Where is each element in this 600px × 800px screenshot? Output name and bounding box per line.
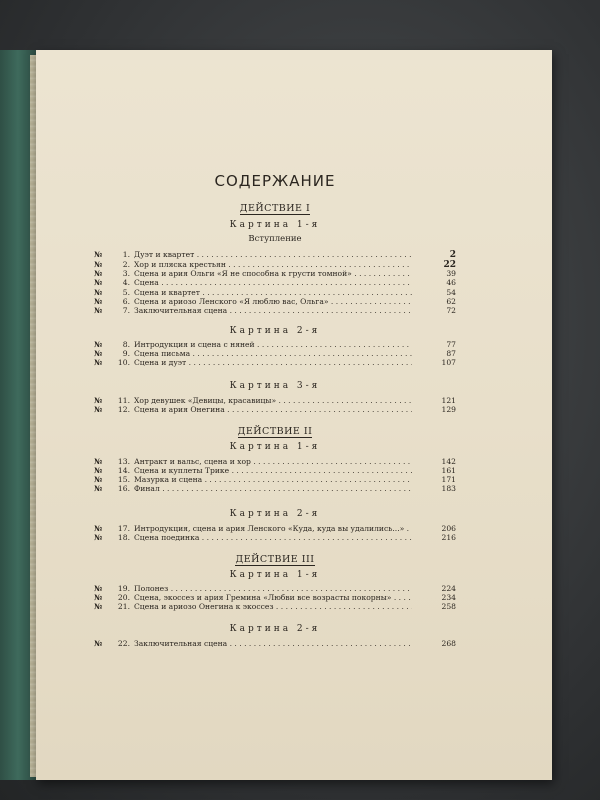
entry-title: Интродукция и сцена с няней . . . (134, 340, 412, 349)
entry-page: 87 (446, 349, 456, 358)
entry-number-sign: № (94, 533, 103, 542)
entry-number-sign: № (94, 269, 103, 278)
entry-number: 22. (117, 639, 130, 648)
entry-title: Сцена и ария Онегина . . . (134, 405, 412, 414)
entry-number-sign: № (94, 250, 103, 259)
entry-number: 14. (117, 466, 130, 475)
entry-number-sign: № (94, 484, 103, 493)
entry-page: 46 (446, 278, 456, 287)
toc-entry (94, 533, 456, 544)
entry-title: Дуэт и квартет . . . (134, 250, 412, 259)
entry-title: Хор и пляска крестьян . . . (134, 260, 412, 269)
toc-entry (94, 306, 456, 317)
entry-title: Хор девушек «Девицы, красавицы» . . . (134, 396, 412, 405)
entry-number: 9. (122, 349, 130, 358)
entry-title: Сцена и дуэт . . . (134, 358, 412, 367)
entry-page: 258 (441, 602, 456, 611)
entry-page: 268 (441, 639, 456, 648)
entry-title: Сцена и ариозо Онегина к экоссез . . . (134, 602, 412, 611)
entry-page: 206 (441, 524, 456, 533)
entry-page: 54 (446, 288, 456, 297)
entry-number: 20. (117, 593, 130, 602)
entry-title: Заключительная сцена . . . (134, 306, 412, 315)
entry-number-sign: № (94, 593, 103, 602)
entry-title: Антракт и вальс, сцена и хор . . . (134, 457, 412, 466)
entry-page: 72 (446, 306, 456, 315)
entry-number-sign: № (94, 405, 103, 414)
scene-heading: Картина 2-я (229, 624, 321, 634)
toc-entry (94, 484, 456, 495)
entry-page: 183 (441, 484, 456, 493)
entry-number-sign: № (94, 475, 103, 484)
act-heading-text: ДЕЙСТВИЕ III (235, 554, 315, 565)
entry-title: Сцена, экоссез и ария Гремина «Любви все возрасты покорны» . . . (134, 593, 412, 602)
entry-number-sign: № (94, 297, 103, 306)
entry-page: 129 (441, 405, 456, 414)
entry-page: 121 (441, 396, 456, 405)
page-title: СОДЕРЖАНИЕ (214, 172, 336, 190)
entry-page: 107 (441, 358, 456, 367)
entry-number: 15. (117, 475, 130, 484)
toc-entry (94, 639, 456, 650)
act-heading (94, 554, 456, 565)
entry-number: 11. (117, 396, 130, 405)
entry-title: Сцена . . . (134, 278, 412, 287)
entry-page: 234 (441, 593, 456, 602)
entry-number: 17. (117, 524, 130, 533)
scene-heading: Картина 1-я (229, 570, 321, 580)
entry-page: 216 (441, 533, 456, 542)
book-page (36, 50, 552, 780)
scene-heading: Картина 1-я (229, 442, 321, 452)
entry-page: 39 (446, 269, 456, 278)
entry-number: 4. (122, 278, 130, 287)
entry-title: Сцена письма . . . (134, 349, 412, 358)
entry-number-sign: № (94, 524, 103, 533)
entry-number-sign: № (94, 349, 103, 358)
scene-heading: Картина 1-я (229, 220, 321, 230)
entry-number-sign: № (94, 639, 103, 648)
scene-heading: Картина 3-я (229, 381, 321, 391)
entry-title: Сцена и куплеты Трике . . . (134, 466, 412, 475)
entry-page: 142 (441, 457, 456, 466)
entry-number: 8. (122, 340, 130, 349)
act-heading-text: ДЕЙСТВИЕ I (239, 203, 311, 214)
entry-page: 224 (441, 584, 456, 593)
entry-number-sign: № (94, 457, 103, 466)
act-heading-text: ДЕЙСТВИЕ II (237, 426, 313, 437)
entry-number: 21. (117, 602, 130, 611)
entry-title: Сцена поединка . . . (134, 533, 412, 542)
entry-title: Интродукция, сцена и ария Ленского «Куда, куда вы удалились...» . . . (134, 524, 412, 533)
entry-page: 161 (441, 466, 456, 475)
entry-number: 6. (122, 297, 130, 306)
entry-title: Мазурка и сцена . . . (134, 475, 412, 484)
entry-title: Полонез . . . (134, 584, 412, 593)
entry-number: 18. (117, 533, 130, 542)
entry-number: 7. (122, 306, 130, 315)
toc-entry (94, 602, 456, 613)
entry-page: 171 (441, 475, 456, 484)
entry-number: 13. (117, 457, 130, 466)
entry-number: 3. (122, 269, 130, 278)
entry-page: 77 (446, 340, 456, 349)
entry-title: Заключительная сцена . . . (134, 639, 412, 648)
entry-title: Финал . . . (134, 484, 412, 493)
entry-number: 2. (122, 260, 130, 269)
scene-heading: Картина 2-я (229, 326, 321, 336)
entry-number-sign: № (94, 466, 103, 475)
entry-number-sign: № (94, 260, 103, 269)
scene-heading: Картина 2-я (229, 509, 321, 519)
entry-number: 5. (122, 288, 130, 297)
entry-title: Сцена и квартет . . . (134, 288, 412, 297)
entry-number-sign: № (94, 288, 103, 297)
entry-number-sign: № (94, 396, 103, 405)
entry-number-sign: № (94, 278, 103, 287)
entry-number: 19. (117, 584, 130, 593)
entry-number: 12. (117, 405, 130, 414)
entry-number-sign: № (94, 358, 103, 367)
entry-number-sign: № (94, 306, 103, 315)
scene-subheading: Вступление (248, 234, 302, 244)
toc-entry (94, 358, 456, 369)
entry-number-sign: № (94, 602, 103, 611)
entry-title: Сцена и ария Ольги «Я не способна к грусти томной» . . . (134, 269, 412, 278)
entry-page: 22 (443, 260, 456, 270)
entry-page: 62 (446, 297, 456, 306)
entry-title: Сцена и ариозо Ленского «Я люблю вас, Ольга» . . . (134, 297, 412, 306)
entry-number-sign: № (94, 584, 103, 593)
act-heading (94, 203, 456, 214)
toc-entry (94, 405, 456, 416)
entry-number: 1. (122, 250, 130, 259)
act-heading (94, 426, 456, 437)
entry-page: 2 (449, 250, 456, 260)
entry-number: 16. (117, 484, 130, 493)
entry-number-sign: № (94, 340, 103, 349)
entry-number: 10. (117, 358, 130, 367)
